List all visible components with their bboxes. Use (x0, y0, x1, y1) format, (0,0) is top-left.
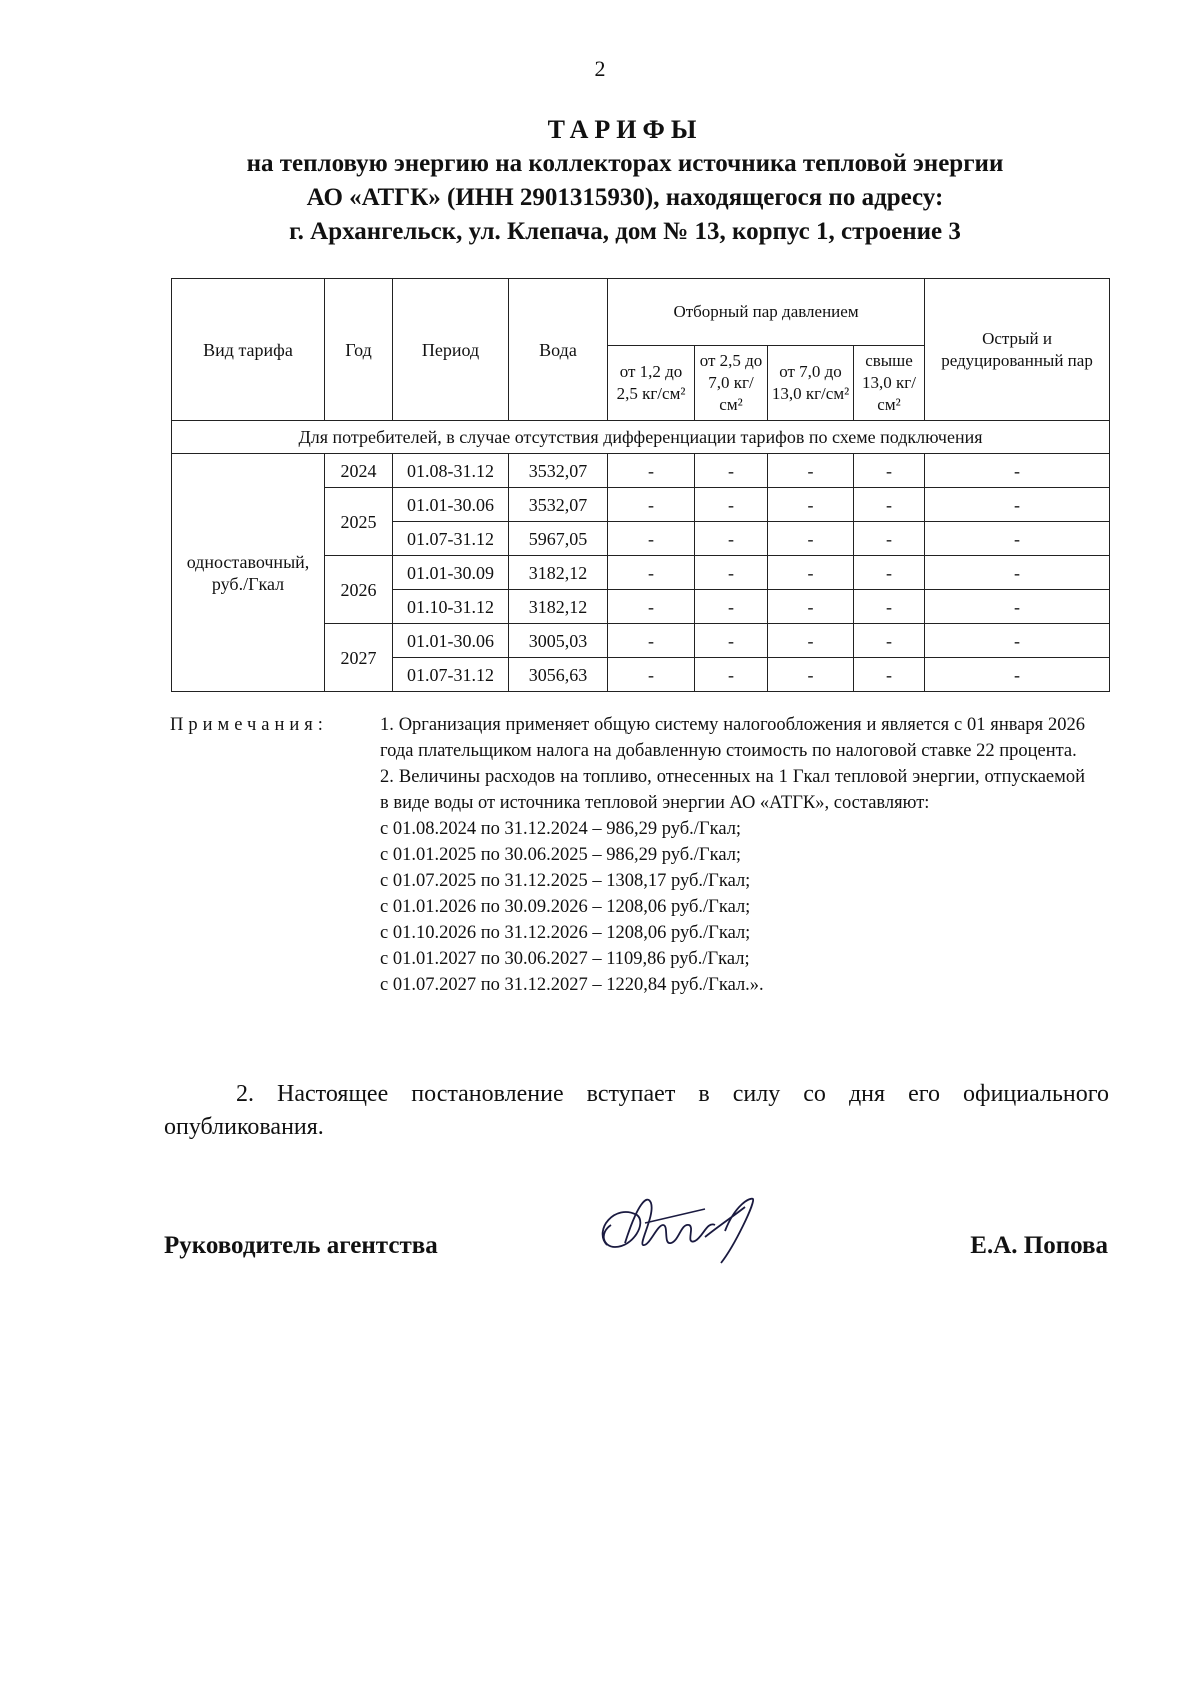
period-cell: 01.01-30.06 (393, 488, 509, 522)
water-cell: 3182,12 (509, 590, 608, 624)
water-cell: 5967,05 (509, 522, 608, 556)
fuel-line: с 01.10.2026 по 31.12.2026 – 1208,06 руб./Гкал; (380, 923, 751, 943)
steam-cell: - (608, 454, 695, 488)
fuel-line: с 01.08.2024 по 31.12.2024 – 986,29 руб./Гкал; (380, 819, 742, 839)
year-cell: 2024 (325, 454, 393, 488)
period-cell: 01.07-31.12 (393, 658, 509, 692)
steam-cell: - (608, 522, 695, 556)
fuel-line: с 01.01.2025 по 30.06.2025 – 986,29 руб./Гкал; (380, 845, 742, 865)
sharp-steam-cell: - (925, 624, 1110, 658)
steam-cell: - (695, 454, 768, 488)
sharp-steam-cell: - (925, 454, 1110, 488)
header-water: Вода (509, 279, 608, 421)
header-steam-group: Отборный пар давлением (608, 279, 925, 346)
water-cell: 3005,03 (509, 624, 608, 658)
steam-cell: - (608, 624, 695, 658)
section-title: Для потребителей, в случае отсутствия дифференциации тарифов по схеме подключения (172, 421, 1110, 454)
header-steam-4: свыше 13,0 кг/см² (854, 346, 925, 421)
steam-cell: - (768, 522, 854, 556)
period-cell: 01.01-30.06 (393, 624, 509, 658)
sharp-steam-cell: - (925, 590, 1110, 624)
sharp-steam-cell: - (925, 488, 1110, 522)
fuel-line: с 01.07.2025 по 31.12.2025 – 1308,17 руб./Гкал; (380, 871, 751, 891)
steam-cell: - (768, 454, 854, 488)
fuel-line: с 01.01.2026 по 30.09.2026 – 1208,06 руб./Гкал; (380, 897, 751, 917)
tariffs-table (171, 278, 1110, 692)
document-title (160, 113, 1090, 249)
steam-cell: - (608, 556, 695, 590)
sharp-steam-cell: - (925, 658, 1110, 692)
page-number: 2 (594, 56, 606, 81)
steam-cell: - (768, 590, 854, 624)
water-cell: 3532,07 (509, 488, 608, 522)
steam-cell: - (854, 590, 925, 624)
steam-cell: - (608, 658, 695, 692)
water-cell: 3182,12 (509, 556, 608, 590)
header-sharp-steam: Острый и редуцированный пар (925, 279, 1110, 421)
water-cell: 3532,07 (509, 454, 608, 488)
steam-cell: - (695, 624, 768, 658)
signatory-name: Е.А. Попова (970, 1232, 1108, 1259)
fuel-line: с 01.07.2027 по 31.12.2027 – 1220,84 руб./Гкал.». (380, 975, 764, 995)
steam-cell: - (854, 624, 925, 658)
steam-cell: - (854, 658, 925, 692)
steam-cell: - (768, 624, 854, 658)
year-cell: 2026 (325, 556, 393, 624)
steam-cell: - (854, 556, 925, 590)
title-line-3: г. Архангельск, ул. Клепача, дом № 13, корпус 1, строение 3 (289, 218, 961, 245)
clause-text: Настоящее постановление вступает в силу со дня его официального опубликования. (164, 1081, 1109, 1140)
title-line-2: АО «АТГК» (ИНН 2901315930), находящегося по адресу: (306, 184, 944, 211)
steam-cell: - (768, 488, 854, 522)
steam-cell: - (608, 590, 695, 624)
steam-cell: - (854, 522, 925, 556)
title-main: ТАРИФЫ (547, 115, 703, 144)
signatory-position: Руководитель агентства (164, 1232, 438, 1259)
steam-cell: - (695, 590, 768, 624)
steam-cell: - (608, 488, 695, 522)
note-2: 2. Величины расходов на топливо, отнесенных на 1 Гкал тепловой энергии, отпускаемой в виде воды от источника тепловой энергии АО «АТГК», составляют: (380, 767, 1085, 813)
table-row (172, 454, 1110, 488)
sharp-steam-cell: - (925, 522, 1110, 556)
steam-cell: - (768, 658, 854, 692)
header-steam-2: от 2,5 до 7,0 кг/см² (695, 346, 768, 421)
clause-number: 2. (236, 1081, 254, 1107)
header-steam-1: от 1,2 до 2,5 кг/см² (608, 346, 695, 421)
steam-cell: - (854, 488, 925, 522)
header-year: Год (325, 279, 393, 421)
tariff-type-cell: одноставочный, руб./Гкал (172, 454, 325, 692)
period-cell: 01.10-31.12 (393, 590, 509, 624)
title-line-1: на тепловую энергию на коллекторах источника тепловой энергии (246, 150, 1004, 177)
steam-cell: - (695, 556, 768, 590)
header-steam-3: от 7,0 до 13,0 кг/см² (768, 346, 854, 421)
handwritten-signature (585, 1185, 775, 1280)
sharp-steam-cell: - (925, 556, 1110, 590)
note-1: 1. Организация применяет общую систему налогообложения и является с 01 января 2026 года плательщиком налога на добавленную стоимость по налоговой ставке 22 процента. (380, 715, 1085, 761)
period-cell: 01.07-31.12 (393, 522, 509, 556)
period-cell: 01.01-30.09 (393, 556, 509, 590)
steam-cell: - (695, 658, 768, 692)
header-tariff-type: Вид тарифа (172, 279, 325, 421)
steam-cell: - (695, 488, 768, 522)
header-period: Период (393, 279, 509, 421)
water-cell: 3056,63 (509, 658, 608, 692)
steam-cell: - (768, 556, 854, 590)
fuel-line: с 01.01.2027 по 30.06.2027 – 1109,86 руб./Гкал; (380, 949, 750, 969)
notes-label: Примечания: (170, 715, 328, 735)
clause-2 (164, 1078, 1109, 1144)
steam-cell: - (854, 454, 925, 488)
year-cell: 2025 (325, 488, 393, 556)
steam-cell: - (695, 522, 768, 556)
notes-body (380, 712, 1085, 998)
period-cell: 01.08-31.12 (393, 454, 509, 488)
year-cell: 2027 (325, 624, 393, 692)
